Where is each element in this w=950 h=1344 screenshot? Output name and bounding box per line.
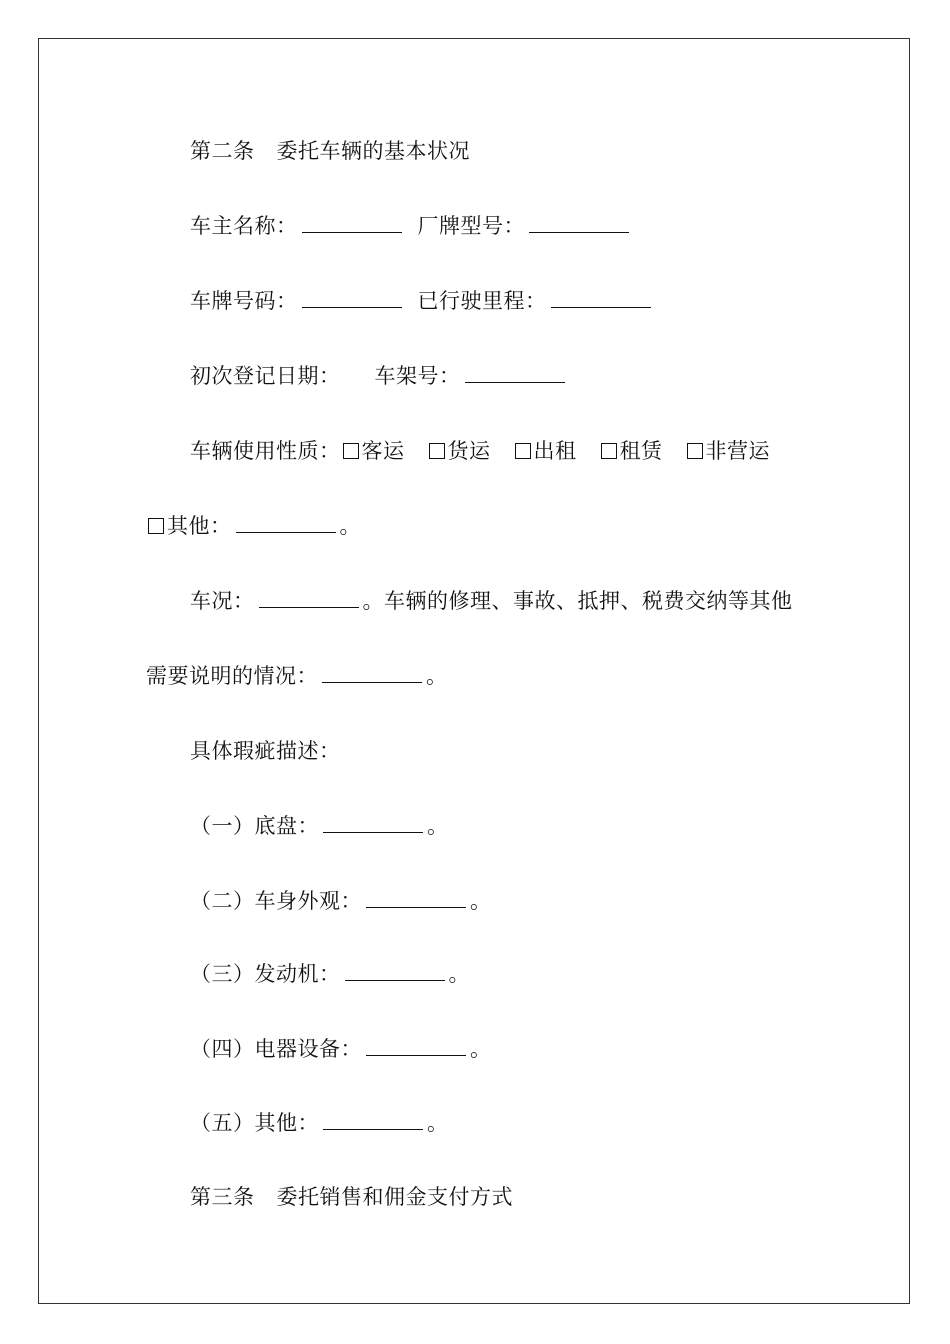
condition-row [190,588,793,614]
checkbox-icon[interactable] [343,443,359,459]
article3-heading [190,1184,513,1210]
usage-row [190,438,770,464]
owner-name-blank[interactable] [302,214,402,233]
plate-mileage-row [190,288,655,314]
article3-title: 委托销售和佣金支付方式 [276,1185,513,1209]
defect-item-other: （五）其他： 。 [190,1111,449,1135]
checkbox-icon[interactable] [429,443,445,459]
brand-model-label: 厂牌型号： [417,214,525,238]
defect-engine-blank[interactable] [345,962,445,981]
mileage-label: 已行驶里程： [417,289,547,313]
mileage-blank[interactable] [551,289,651,308]
article2-number: 第二条 [190,139,255,163]
checkbox-icon[interactable] [148,518,164,534]
usage-option-lease[interactable]: 租赁 [599,438,663,464]
first-reg-date-label: 初次登记日期： [190,364,341,388]
defect-item-electrical: （四）电器设备： 。 [190,1037,492,1061]
defect-item-engine: （三）发动机： 。 [190,962,470,986]
article3-number: 第三条 [190,1185,255,1209]
defect-electrical-blank[interactable] [366,1037,466,1056]
vin-label: 车架号： [374,364,461,388]
defect-other-blank[interactable] [323,1111,423,1130]
usage-label: 车辆使用性质： [190,439,341,463]
owner-brand-row [190,213,633,239]
usage-option-freight[interactable]: 货运 [427,438,491,464]
plate-no-blank[interactable] [302,289,402,308]
condition-blank[interactable] [259,589,359,608]
usage-other-row: 其他： 。 [146,513,361,539]
usage-option-taxi[interactable]: 出租 [513,438,577,464]
condition-row-2: 需要说明的情况： 。 [146,664,448,688]
article2-title: 委托车辆的基本状况 [276,139,470,163]
defects-heading: 具体瑕疵描述： [190,739,341,763]
usage-other-blank[interactable] [236,514,336,533]
condition-text: 。车辆的修理、事故、抵押、税费交纳等其他 [362,589,793,613]
owner-name-label: 车主名称： [190,214,298,238]
vin-blank[interactable] [465,364,565,383]
defect-item-chassis: （一）底盘： 。 [190,814,449,838]
condition-other-label: 需要说明的情况： [146,664,318,688]
defect-chassis-blank[interactable] [323,814,423,833]
article2-heading [190,138,470,164]
checkbox-icon[interactable] [687,443,703,459]
usage-option-passenger[interactable]: 客运 [341,438,405,464]
condition-label: 车况： [190,589,255,613]
defect-item-body: （二）车身外观： 。 [190,889,492,913]
reg-vin-row [190,363,569,389]
brand-model-blank[interactable] [529,214,629,233]
checkbox-icon[interactable] [515,443,531,459]
usage-option-nonoperating[interactable]: 非营运 [685,438,771,464]
checkbox-icon[interactable] [601,443,617,459]
defect-body-blank[interactable] [366,889,466,908]
plate-no-label: 车牌号码： [190,289,298,313]
usage-other-label: 其他： [167,514,232,538]
condition-other-blank[interactable] [322,664,422,683]
